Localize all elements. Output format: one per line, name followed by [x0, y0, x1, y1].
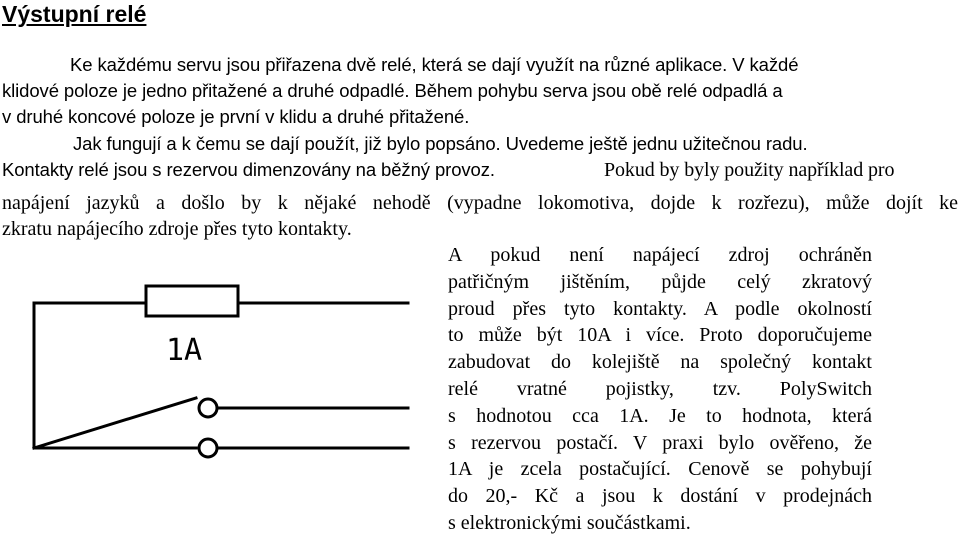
- right-line-4: to může být 10A i více. Proto doporučujeme: [448, 324, 872, 347]
- circuit-diagram: [20, 270, 420, 470]
- serif-line-3: zkratu napájecího zdroje přes tyto kontakty.: [2, 218, 352, 241]
- right-line-2: patřičným jištěním, půjde celý zkratový: [448, 270, 872, 293]
- serif-line-2: napájení jazyků a došlo by k nějaké nehodě (vypadne lokomotiva, dojde k rozřezu), může dojít ke: [2, 192, 958, 214]
- switch-blade-icon: [34, 398, 196, 448]
- serif-line-1: Pokud by byly použity například pro: [604, 158, 895, 181]
- fuse-label: 1A: [166, 333, 203, 368]
- intro-line-5-text: Kontakty relé jsou s rezervou dimenzovány na běžný provoz.: [2, 158, 495, 180]
- intro-paragraph: [0, 52, 960, 183]
- intro-line-3: v druhé koncové poloze je první v klidu a druhé přitažené.: [2, 106, 470, 128]
- wire-left: [34, 303, 196, 448]
- intro-line-1: Ke každému servu jsou přiřazena dvě relé, která se dají využít na různé aplikace. V každé: [70, 54, 799, 75]
- right-column: [448, 242, 872, 537]
- intro-line-5: [0, 157, 960, 183]
- intro-line-4: Jak fungují a k čemu se dají použít, již bylo popsáno. Uvedeme ještě jednu užitečnou radu.: [73, 132, 808, 154]
- right-line-9: 1A je zcela postačující. Cenově se pohybují: [448, 458, 872, 481]
- contact-upper-icon: [199, 399, 217, 417]
- right-line-6: relé vratné pojistky, tzv. PolySwitch: [448, 377, 872, 400]
- right-line-1: A pokud není napájecí zdroj ochráněn: [448, 244, 872, 266]
- page-title: Výstupní relé: [2, 1, 147, 27]
- right-line-7: s hodnotou cca 1A. Je to hodnota, která: [448, 404, 872, 427]
- intro-line-2: klidové poloze je jedno přitažené a druhé odpadlé. Během pohybu serva jsou obě relé odpadlá a: [2, 80, 783, 102]
- fuse-icon: [146, 286, 238, 316]
- right-line-5: zabudovat do kolejiště na společný kontakt: [448, 351, 872, 374]
- right-line-3: proud přes tyto kontakty. A podle okolností: [448, 297, 872, 320]
- contact-lower-icon: [199, 439, 217, 457]
- right-line-10: do 20,- Kč a jsou k dostání v prodejnách: [448, 485, 872, 508]
- right-line-8: s rezervou postačí. V praxi bylo ověřeno, že: [448, 431, 872, 454]
- serif-paragraph: [2, 190, 958, 242]
- right-line-11: s elektronickými součástkami.: [448, 511, 691, 534]
